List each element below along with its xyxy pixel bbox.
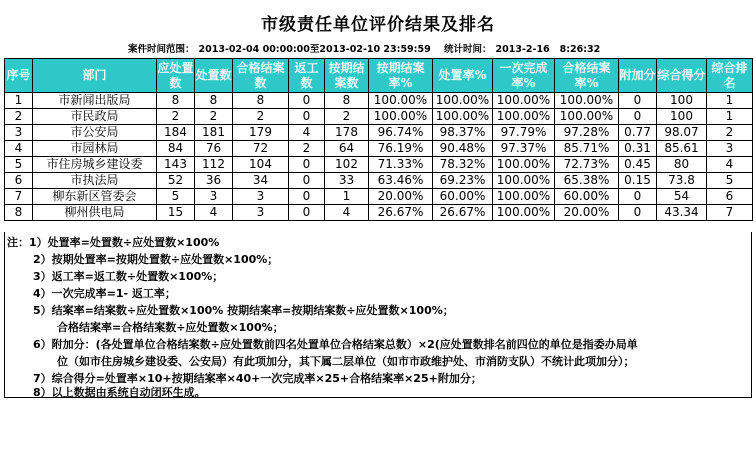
table-cell: 1: [707, 93, 753, 109]
col-header: 综合得分: [657, 59, 707, 93]
table-cell: 85.71%: [555, 141, 619, 157]
table-cell: 98.07: [657, 125, 707, 141]
note-6: 6）附加分：(各处置单位合格结案数÷应处置数前四名处置单位合格结案总数）×2(应处置数排名前四位的单位是指委办局单: [33, 338, 638, 351]
table-cell: 97.37%: [493, 141, 555, 157]
table-cell: 4: [289, 125, 325, 141]
table-cell: 3: [233, 189, 289, 205]
table-cell: 72: [233, 141, 289, 157]
table-cell: 0.77: [619, 125, 657, 141]
table-cell: 0: [619, 205, 657, 221]
table-cell: 6: [5, 173, 33, 189]
table-cell: 8: [157, 93, 195, 109]
table-cell: 8: [233, 93, 289, 109]
table-cell: 0: [619, 93, 657, 109]
department-cell: 市民政局: [33, 109, 157, 125]
table-cell: 69.23%: [433, 173, 493, 189]
table-cell: 20.00%: [369, 189, 433, 205]
table-cell: 0.15: [619, 173, 657, 189]
table-cell: 3: [195, 189, 233, 205]
col-header: 序号: [5, 59, 33, 93]
note-4: 4）一次完成率=1- 返工率；: [33, 287, 176, 300]
table-cell: 52: [157, 173, 195, 189]
table-cell: 0: [289, 93, 325, 109]
table-cell: 97.79%: [493, 125, 555, 141]
table-cell: 0: [289, 189, 325, 205]
col-header: 合格结案率%: [555, 59, 619, 93]
table-cell: 3: [233, 205, 289, 221]
department-cell: 市执法局: [33, 173, 157, 189]
table-cell: 184: [157, 125, 195, 141]
results-table: [4, 58, 753, 221]
col-header: 应处置数: [157, 59, 195, 93]
table-cell: 100.00%: [555, 109, 619, 125]
department-cell: 市公安局: [33, 125, 157, 141]
col-header: 部门: [33, 59, 157, 93]
table-cell: 1: [325, 189, 369, 205]
table-cell: 5: [5, 157, 33, 173]
table-cell: 100: [657, 93, 707, 109]
table-cell: 4: [325, 205, 369, 221]
table-cell: 5: [157, 189, 195, 205]
report-title: 市级责任单位评价结果及排名: [261, 15, 495, 35]
table-cell: 112: [195, 157, 233, 173]
table-cell: 0: [289, 205, 325, 221]
table-row: [5, 205, 753, 221]
table-cell: 2: [5, 109, 33, 125]
table-cell: 36: [195, 173, 233, 189]
table-cell: 76: [195, 141, 233, 157]
table-cell: 98.37%: [433, 125, 493, 141]
stat-label: 统计时间：: [444, 44, 492, 55]
table-cell: 73.8: [657, 173, 707, 189]
table-cell: 97.28%: [555, 125, 619, 141]
table-cell: 2: [195, 109, 233, 125]
note-1: 注：1）处置率=处置数÷应处置数×100%: [7, 236, 220, 249]
note-7: 7）综合得分=处置率×10+按期结案率×40+一次完成率×25+合格结案率×25+附加分；: [33, 372, 482, 385]
table-cell: 8: [195, 93, 233, 109]
table-cell: 0: [619, 109, 657, 125]
col-header: 返工数: [289, 59, 325, 93]
col-header: 处置数: [195, 59, 233, 93]
table-cell: 60.00%: [555, 189, 619, 205]
table-cell: 179: [233, 125, 289, 141]
period-value: 2013-02-04 00:00:00至2013-02-10 23:59:59: [198, 44, 431, 55]
table-cell: 100.00%: [493, 173, 555, 189]
department-cell: 市住房城乡建设委: [33, 157, 157, 173]
note-5: 5）结案率=结案数÷应处置数×100% 按期结案率=按期结案数÷应处置数×100%；: [33, 304, 454, 317]
table-cell: 60.00%: [433, 189, 493, 205]
table-row: [5, 141, 753, 157]
table-row: [5, 109, 753, 125]
table-cell: 3: [707, 141, 753, 157]
table-cell: 104: [233, 157, 289, 173]
col-header: 按期结案数: [325, 59, 369, 93]
note-3: 3）返工率=返工数÷处置数×100%；: [33, 270, 224, 283]
table-cell: 2: [325, 109, 369, 125]
table-cell: 100.00%: [493, 109, 555, 125]
col-header: 按期结案率%: [369, 59, 433, 93]
table-cell: 4: [707, 157, 753, 173]
table-cell: 26.67%: [433, 205, 493, 221]
table-cell: 8: [325, 93, 369, 109]
table-cell: 100.00%: [493, 93, 555, 109]
table-cell: 143: [157, 157, 195, 173]
note-6b: 位（如市住房城乡建设委、公安局）有此项加分，其下属二层单位（如市市政维护处、市消防支队）不统计此项加分）；: [57, 355, 635, 368]
table-cell: 20.00%: [555, 205, 619, 221]
col-header: 合格结案数: [233, 59, 289, 93]
table-cell: 96.74%: [369, 125, 433, 141]
table-cell: 2: [707, 125, 753, 141]
col-header: 处置率%: [433, 59, 493, 93]
table-cell: 6: [707, 189, 753, 205]
department-cell: 市新闻出版局: [33, 93, 157, 109]
table-cell: 0.31: [619, 141, 657, 157]
table-cell: 7: [707, 205, 753, 221]
table-cell: 63.46%: [369, 173, 433, 189]
table-cell: 84: [157, 141, 195, 157]
table-cell: 1: [707, 109, 753, 125]
department-cell: 柳东新区管委会: [33, 189, 157, 205]
table-row: [5, 173, 753, 189]
table-cell: 26.67%: [369, 205, 433, 221]
note-8: 8）以上数据由系统自动闭环生成。: [33, 386, 206, 399]
table-cell: 0: [619, 189, 657, 205]
table-cell: 90.48%: [433, 141, 493, 157]
table-cell: 33: [325, 173, 369, 189]
table-cell: 0: [289, 157, 325, 173]
table-cell: 71.33%: [369, 157, 433, 173]
table-cell: 100.00%: [493, 189, 555, 205]
note-2: 2）按期处置率=按期处置数÷应处置数×100%；: [33, 253, 279, 266]
table-cell: 178: [325, 125, 369, 141]
table-cell: 78.32%: [433, 157, 493, 173]
table-cell: 85.61: [657, 141, 707, 157]
col-header: 附加分: [619, 59, 657, 93]
table-cell: 72.73%: [555, 157, 619, 173]
table-cell: 2: [233, 109, 289, 125]
period-label: 案件时间范围：: [128, 44, 195, 55]
table-cell: 100.00%: [555, 93, 619, 109]
table-cell: 2: [157, 109, 195, 125]
table-cell: 100.00%: [369, 109, 433, 125]
table-cell: 4: [5, 141, 33, 157]
note-5b: 合格结案率=合格结案数÷应处置数×100%；: [57, 321, 284, 334]
stat-value: 2013-2-16 8:26:32: [495, 44, 601, 55]
table-cell: 0: [289, 173, 325, 189]
table-cell: 65.38%: [555, 173, 619, 189]
table-row: [5, 125, 753, 141]
table-row: [5, 157, 753, 173]
report-meta: [128, 41, 604, 55]
table-cell: 0.45: [619, 157, 657, 173]
table-cell: 7: [5, 189, 33, 205]
table-cell: 5: [707, 173, 753, 189]
table-cell: 3: [5, 125, 33, 141]
table-row: [5, 93, 753, 109]
table-cell: 43.34: [657, 205, 707, 221]
department-cell: 柳州供电局: [33, 205, 157, 221]
table-cell: 100.00%: [369, 93, 433, 109]
table-header-row: [5, 59, 753, 93]
table-cell: 100.00%: [433, 109, 493, 125]
table-cell: 100.00%: [433, 93, 493, 109]
table-cell: 4: [195, 205, 233, 221]
table-cell: 100.00%: [493, 157, 555, 173]
table-cell: 15: [157, 205, 195, 221]
notes-panel: [4, 232, 752, 398]
table-cell: 2: [289, 141, 325, 157]
table-cell: 181: [195, 125, 233, 141]
table-cell: 34: [233, 173, 289, 189]
table-cell: 100.00%: [493, 205, 555, 221]
table-cell: 8: [5, 205, 33, 221]
table-cell: 54: [657, 189, 707, 205]
table-cell: 80: [657, 157, 707, 173]
table-cell: 64: [325, 141, 369, 157]
table-row: [5, 189, 753, 205]
table-cell: 76.19%: [369, 141, 433, 157]
department-cell: 市园林局: [33, 141, 157, 157]
table-cell: 100: [657, 109, 707, 125]
col-header: 综合排名: [707, 59, 753, 93]
table-cell: 1: [5, 93, 33, 109]
table-cell: 0: [289, 109, 325, 125]
col-header: 一次完成率%: [493, 59, 555, 93]
table-cell: 102: [325, 157, 369, 173]
